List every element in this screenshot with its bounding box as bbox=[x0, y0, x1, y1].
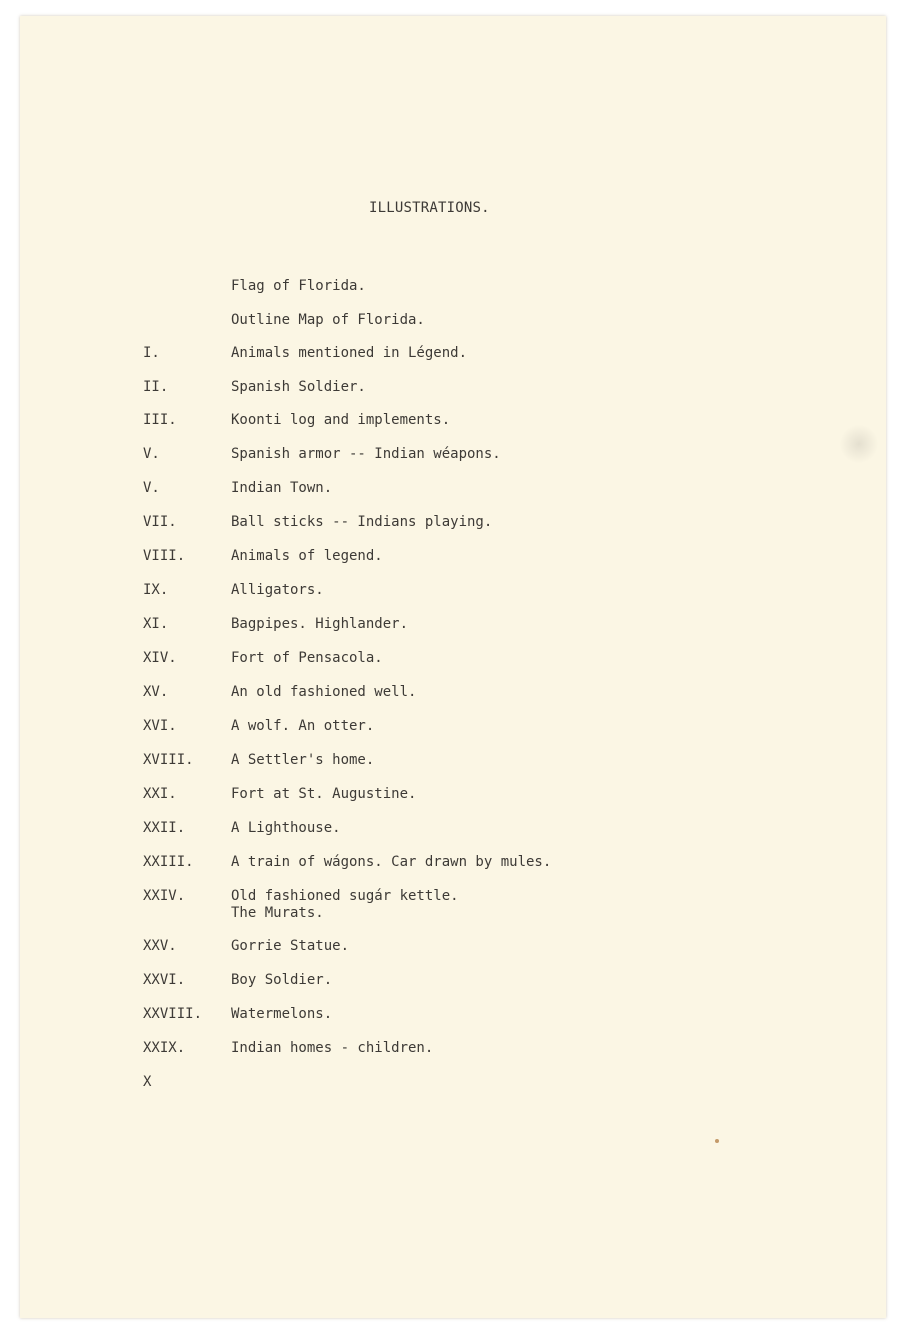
caption-line: A wolf. An otter. bbox=[231, 718, 375, 734]
plate-number: XXIX. bbox=[143, 1040, 186, 1056]
plate-number: XXV. bbox=[143, 938, 177, 954]
caption-line: The Murats. bbox=[231, 905, 324, 921]
caption-line: Animals of legend. bbox=[231, 548, 383, 564]
illustrations-list bbox=[20, 16, 886, 1318]
illustration-caption bbox=[231, 1040, 433, 1057]
caption-line: An old fashioned well. bbox=[231, 684, 417, 700]
caption-line: A Lighthouse. bbox=[231, 820, 341, 836]
illustration-caption bbox=[231, 345, 467, 362]
plate-number: XI. bbox=[143, 616, 169, 632]
illustration-caption bbox=[231, 820, 341, 837]
plate-number: XXIII. bbox=[143, 854, 194, 870]
page-title: ILLUSTRATIONS. bbox=[369, 200, 490, 216]
plate-number: III. bbox=[143, 412, 177, 428]
caption-line: Fort of Pensacola. bbox=[231, 650, 383, 666]
illustration-caption bbox=[231, 278, 366, 295]
illustration-caption bbox=[231, 684, 416, 701]
plate-number: II. bbox=[143, 379, 169, 395]
plate-number: XXIV. bbox=[143, 888, 186, 904]
illustration-caption bbox=[231, 786, 416, 803]
illustration-caption bbox=[231, 379, 366, 396]
plate-number: XIV. bbox=[143, 650, 177, 666]
illustration-caption bbox=[231, 718, 374, 735]
caption-line: Alligators. bbox=[231, 582, 324, 598]
document-page bbox=[20, 16, 886, 1318]
plate-number: VIII. bbox=[143, 548, 186, 564]
caption-line: Indian Town. bbox=[231, 480, 333, 496]
plate-number: V. bbox=[143, 480, 160, 496]
caption-line: Bagpipes. Highlander. bbox=[231, 616, 409, 632]
plate-number: XXII. bbox=[143, 820, 186, 836]
caption-line: Spanish Soldier. bbox=[231, 379, 366, 395]
illustration-caption bbox=[231, 938, 349, 955]
paper-smudge bbox=[840, 424, 878, 464]
plate-number: XXVI. bbox=[143, 972, 186, 988]
illustration-caption bbox=[231, 616, 408, 633]
illustration-caption bbox=[231, 480, 332, 497]
caption-line: Koonti log and implements. bbox=[231, 412, 451, 428]
caption-line: A train of wágons. Car drawn by mules. bbox=[231, 854, 552, 870]
caption-line: Spanish armor -- Indian wéapons. bbox=[231, 446, 501, 462]
caption-line: Gorrie Statue. bbox=[231, 938, 350, 954]
caption-line: Fort at St. Augustine. bbox=[231, 786, 417, 802]
plate-number: IX. bbox=[143, 582, 169, 598]
plate-number: X bbox=[143, 1074, 152, 1090]
illustration-caption bbox=[231, 752, 374, 769]
illustration-caption bbox=[231, 888, 459, 922]
plate-number: V. bbox=[143, 446, 160, 462]
plate-number: I. bbox=[143, 345, 160, 361]
plate-number: XXVIII. bbox=[143, 1006, 203, 1022]
caption-line: Ball sticks -- Indians playing. bbox=[231, 514, 493, 530]
illustration-caption bbox=[231, 312, 425, 329]
illustration-caption bbox=[231, 514, 492, 531]
paper-speck bbox=[715, 1139, 719, 1143]
illustration-caption bbox=[231, 412, 450, 429]
illustration-caption bbox=[231, 854, 551, 871]
caption-line: Animals mentioned in Légend. bbox=[231, 345, 468, 361]
plate-number: XV. bbox=[143, 684, 169, 700]
caption-line: A Settler's home. bbox=[231, 752, 375, 768]
plate-number: VII. bbox=[143, 514, 177, 530]
illustration-caption bbox=[231, 650, 383, 667]
illustration-caption bbox=[231, 972, 332, 989]
illustration-caption bbox=[231, 582, 324, 599]
illustration-caption bbox=[231, 1006, 332, 1023]
caption-line: Watermelons. bbox=[231, 1006, 333, 1022]
caption-line: Outline Map of Florida. bbox=[231, 312, 425, 328]
plate-number: XVIII. bbox=[143, 752, 194, 768]
illustration-caption bbox=[231, 548, 383, 565]
caption-line: Flag of Florida. bbox=[231, 278, 366, 294]
caption-line: Boy Soldier. bbox=[231, 972, 333, 988]
caption-line: Old fashioned sugár kettle. bbox=[231, 888, 459, 904]
caption-line: Indian homes - children. bbox=[231, 1040, 434, 1056]
plate-number: XVI. bbox=[143, 718, 177, 734]
plate-number: XXI. bbox=[143, 786, 177, 802]
illustration-caption bbox=[231, 446, 501, 463]
